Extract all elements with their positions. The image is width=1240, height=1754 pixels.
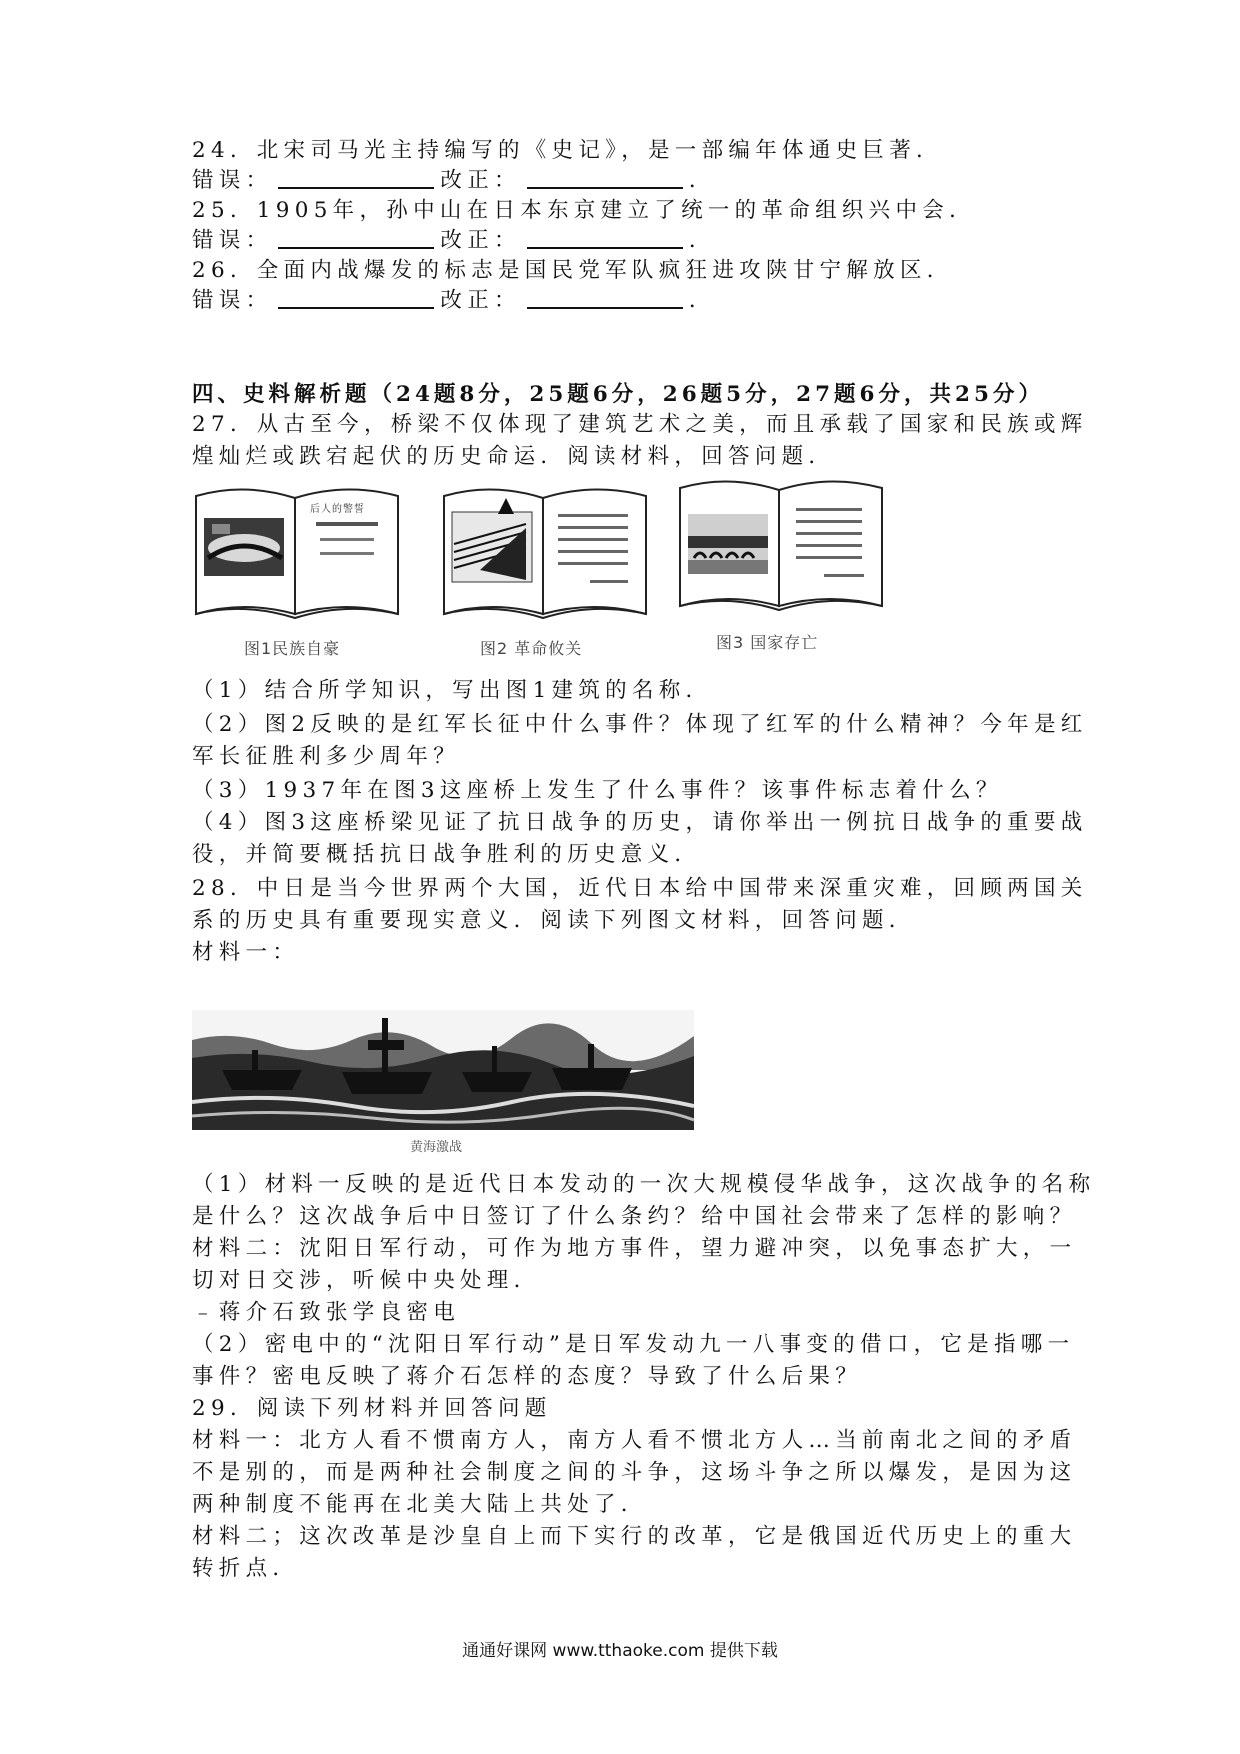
fix-blank[interactable] — [527, 287, 683, 309]
q29-material2a: 材料二；这次改革是沙皇自上而下实行的改革，它是俄国近代历史上的重大 — [192, 1524, 1077, 1549]
wrong-blank[interactable] — [278, 167, 434, 189]
q27-sub3: （3）1937年在图3这座桥上发生了什么事件？该事件标志着什么？ — [192, 778, 1003, 803]
fix-blank[interactable] — [527, 227, 683, 249]
q28-sub2a: （2）密电中的“沈阳日军行动”是日军发动九一八事变的借口，它是指哪一 — [192, 1332, 1075, 1357]
section-title: 四、史料解析题（24题8分，25题6分，26题5分，27题6分，共25分） — [192, 382, 1044, 407]
question-26: 26．全面内战爆发的标志是国民党军队疯狂进攻陕甘宁解放区． — [192, 258, 954, 283]
end-mark: ． — [688, 168, 716, 193]
figure-2-caption: 图2 革命攸关 — [480, 639, 583, 658]
fix-blank[interactable] — [527, 167, 683, 189]
q27-sub1: （1）结合所学知识，写出图1建筑的名称． — [192, 678, 713, 703]
wrong-label: 错误： — [192, 168, 273, 193]
q28-line2: 系的历史具有重要现实意义．阅读下列图文材料，回答问题． — [192, 908, 916, 933]
q28-sub1a: （1）材料一反映的是近代日本发动的一次大规模侵华战争，这次战争的名称 — [192, 1172, 1096, 1197]
q28-sub2b: 事件？密电反映了蒋介石怎样的态度？导致了什么后果？ — [192, 1364, 863, 1389]
end-mark: ． — [688, 228, 716, 253]
q28-line1: 28．中日是当今世界两个大国，近代日本给中国带来深重灾难，回顾两国关 — [192, 876, 1088, 901]
figure-1-page-title: 后人的警誓 — [310, 504, 365, 515]
wrong-label: 错误： — [192, 288, 273, 313]
q29-material1b: 不是别的，而是两种社会制度之间的斗争，这场斗争之所以爆发，是因为这 — [192, 1460, 1077, 1485]
q27-sub4a: （4）图3这座桥梁见证了抗日战争的历史，请你举出一例抗日战争的重要战 — [192, 810, 1088, 835]
q29-material1a: 材料一：北方人看不惯南方人，南方人看不惯北方人…当前南北之间的矛盾 — [192, 1428, 1077, 1453]
figure-1-caption: 图1民族自豪 — [244, 639, 341, 658]
question-24: 24．北宋司马光主持编写的《史记》，是一部编年体通史巨著． — [192, 138, 943, 163]
question-25: 25．1905年，孙中山在日本东京建立了统一的革命组织兴中会． — [192, 198, 976, 223]
figure-2-book — [440, 484, 650, 632]
wrong-label: 错误： — [192, 228, 273, 253]
wrong-blank[interactable] — [278, 287, 434, 309]
figure-3-book — [676, 476, 886, 624]
q28-sub1b: 是什么？这次战争后中日签订了什么条约？给中国社会带来了怎样的影响？ — [192, 1204, 1077, 1229]
q27-line2: 煌灿烂或跌宕起伏的历史命运．阅读材料，回答问题． — [192, 444, 836, 469]
q28-material2a: 材料二：沈阳日军行动，可作为地方事件，望力避冲突，以免事态扩大，一 — [192, 1236, 1077, 1261]
footer-text: 通通好课网 www.tthaoke.com 提供下载 — [462, 1641, 778, 1661]
figure-3-caption: 图3 国家存亡 — [716, 633, 819, 652]
bridge-figures — [192, 484, 892, 662]
q27-line1: 27．从古至今，桥梁不仅体现了建筑艺术之美，而且承载了国家和民族或辉 — [192, 412, 1088, 437]
q27-sub2b: 军长征胜利多少周年？ — [192, 744, 461, 769]
q27-sub2a: （2）图2反映的是红军长征中什么事件？体现了红军的什么精神？今年是红 — [192, 712, 1088, 737]
end-mark: ． — [688, 288, 716, 313]
q28-material1-label: 材料一： — [192, 940, 300, 965]
figure-1-book — [192, 484, 402, 632]
fix-label: 改正： — [440, 168, 521, 193]
answer-row-24 — [192, 166, 716, 196]
naval-battle-caption: 黄海激战 — [410, 1140, 463, 1155]
answer-row-25 — [192, 226, 716, 256]
q28-material2-source: ﹣蒋介石致张学良密电 — [192, 1300, 461, 1325]
q29-line1: 29．阅读下列材料并回答问题 — [192, 1396, 552, 1421]
wrong-blank[interactable] — [278, 227, 434, 249]
q27-sub4b: 役，并简要概括抗日战争胜利的历史意义． — [192, 842, 702, 867]
fix-label: 改正： — [440, 288, 521, 313]
q28-material2b: 切对日交涉，听候中央处理． — [192, 1268, 541, 1293]
q29-material1c: 两种制度不能再在北美大陆上共处了． — [192, 1492, 648, 1517]
naval-battle-image — [192, 1010, 694, 1130]
answer-row-26 — [192, 286, 716, 316]
q29-material2b: 转折点． — [192, 1556, 300, 1581]
fix-label: 改正： — [440, 228, 521, 253]
